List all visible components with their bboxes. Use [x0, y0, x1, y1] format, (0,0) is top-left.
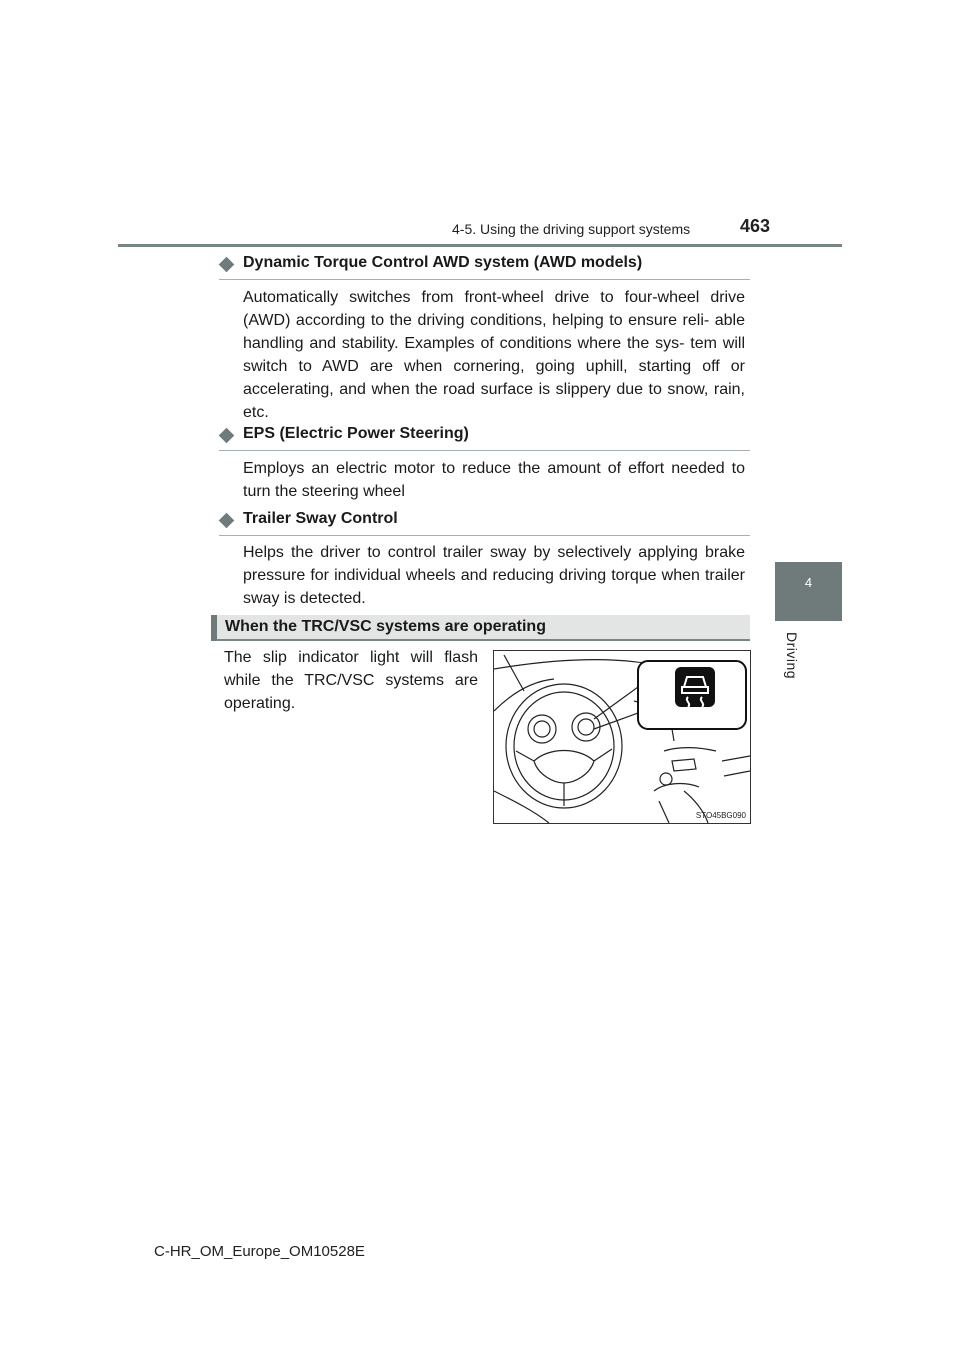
chapter-label: Driving: [784, 632, 800, 680]
header-section-title: 4-5. Using the driving support systems: [452, 221, 691, 237]
section-title: When the TRC/VSC systems are operating: [225, 618, 546, 635]
subheading-awd: [219, 251, 750, 280]
figure-code: STO45BG090: [695, 811, 746, 820]
subheading-text: Dynamic Torque Control AWD system (AWD models): [243, 254, 643, 271]
subheading-trailer-sway: [219, 507, 750, 536]
page-number: 463: [740, 216, 771, 236]
chapter-number: 4: [804, 575, 813, 590]
paragraph-eps: Employs an electric motor to reduce the amount of effort needed to turn the steering wheel: [243, 460, 745, 500]
dashboard-drawing: [494, 651, 750, 823]
subheading-eps: [219, 422, 750, 451]
header-divider: [118, 244, 842, 247]
paragraph-awd: Automatically switches from front-wheel drive to four-wheel drive (AWD) according to the driving conditions, helping to ensure reli- able handling and stability. Examples of conditions where the sys- tem will switch to AWD are when cornering, going uphill, starting off or accelerating, and when the road surface is slippery due to snow, rain, etc.: [243, 289, 745, 421]
diamond-bullet-icon: [219, 428, 235, 444]
subheading-text: Trailer Sway Control: [243, 510, 398, 527]
dashboard-illustration: [493, 650, 751, 824]
paragraph-slip-indicator: The slip indicator light will flash while the TRC/VSC systems are operating.: [224, 649, 478, 712]
chapter-tab: [775, 562, 842, 621]
section-accent: [211, 615, 217, 641]
diamond-bullet-icon: [219, 257, 235, 273]
diamond-bullet-icon: [219, 513, 235, 529]
paragraph-trailer-sway: Helps the driver to control trailer sway by selectively applying brake pressure for individual wheels and reducing driving torque when trailer sway is detected.: [243, 544, 745, 607]
footer-doc-id: C-HR_OM_Europe_OM10528E: [154, 1243, 365, 1260]
subheading-text: EPS (Electric Power Steering): [243, 425, 469, 442]
section-heading-bar: [211, 615, 750, 641]
